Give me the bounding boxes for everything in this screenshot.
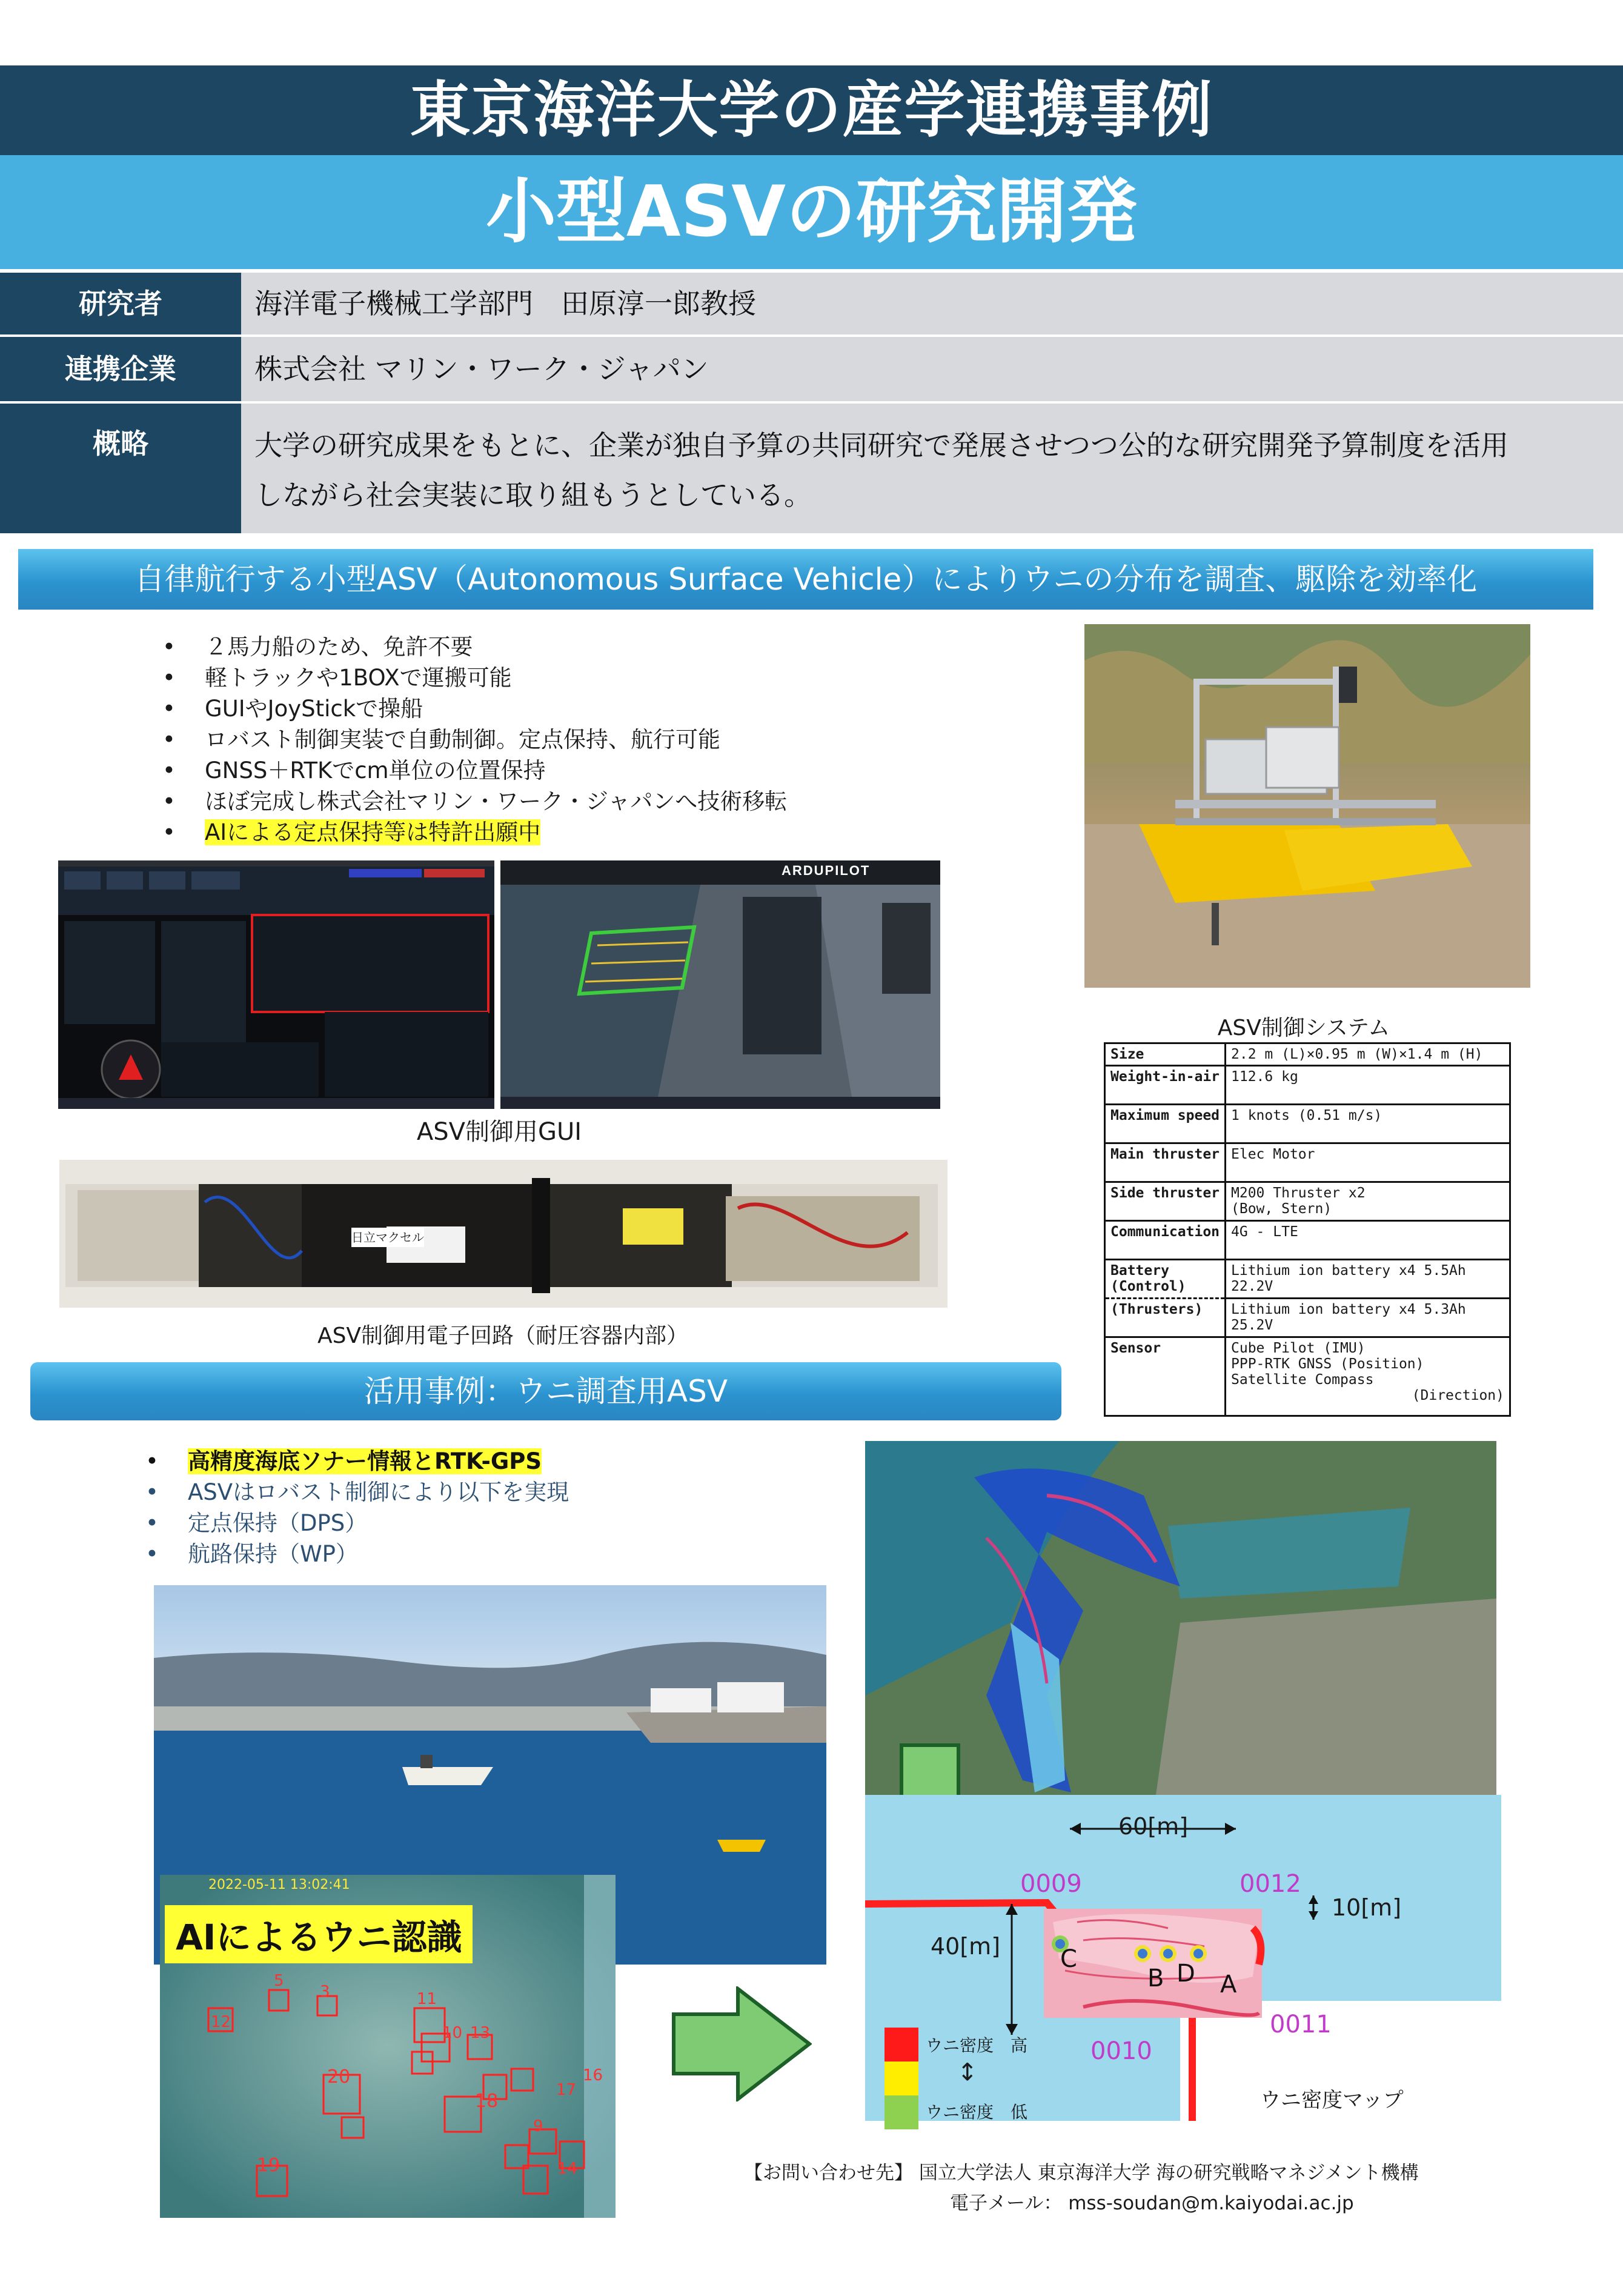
ai-timestamp: 2022-05-11 13:02:41	[208, 1877, 350, 1892]
map-width-label: 60[m]	[1118, 1813, 1189, 1840]
asv-photo	[1084, 624, 1530, 988]
section1-bullets	[162, 631, 1023, 848]
gui-screenshot-right	[500, 860, 940, 1109]
info-row-summary	[0, 404, 1623, 533]
map-dir-a: A	[1220, 1971, 1237, 1998]
list-item: • 軽トラックや1BOXで運搬可能	[162, 662, 1023, 693]
gui-brand-label: ARDUPILOT	[782, 863, 871, 878]
table-row	[1105, 1182, 1510, 1221]
spec-value: Lithium ion battery x4 5.3Ah 25.2V	[1226, 1299, 1510, 1337]
ai-label: AIによるウニ認識	[165, 1905, 473, 1963]
spec-key: Maximum speed	[1105, 1105, 1226, 1143]
list-item: • 定点保持（DPS）	[145, 1508, 812, 1539]
spec-value: Lithium ion battery x4 5.5Ah 22.2V	[1226, 1260, 1510, 1299]
gui-screenshot-left	[58, 860, 494, 1109]
legend-high-swatch	[885, 2028, 918, 2061]
list-item: • ほぼ完成し株式会社マリン・ワーク・ジャパンへ技術移転	[162, 786, 1023, 817]
list-item-highlight	[162, 817, 1023, 848]
spec-value-line: (Bow, Stern)	[1231, 1201, 1332, 1217]
table-row	[1105, 1105, 1510, 1143]
spec-table	[1104, 1042, 1511, 1417]
spec-value-line: M200 Thruster x2	[1231, 1185, 1366, 1201]
asv-illustration	[1084, 624, 1530, 988]
spec-key: Sensor	[1105, 1337, 1226, 1416]
detection-number: 20	[327, 2066, 351, 2088]
spec-key: (Thrusters)	[1105, 1299, 1226, 1337]
section2-bullets	[145, 1446, 812, 1569]
aerial-illustration	[865, 1441, 1496, 1795]
spec-value	[1226, 1182, 1510, 1221]
map-depth-label: 10[m]	[1332, 1894, 1402, 1921]
spec-value-line: PPP-RTK GNSS (Position)	[1231, 1356, 1424, 1372]
map-point-0011: 0011	[1270, 2011, 1332, 2038]
list-item: • ロバスト制御実装で自動制御。定点保持、航行可能	[162, 724, 1023, 755]
detection-number: 18	[475, 2091, 499, 2112]
right-arrow-icon	[671, 1986, 812, 2101]
circuit-illustration	[59, 1160, 948, 1308]
section2-title: 活用事例：ウニ調査用ASV	[30, 1362, 1061, 1420]
spec-value: 1 knots (0.51 m/s)	[1226, 1105, 1510, 1143]
patent-highlight: AIによる定点保持等は特許出願中	[205, 819, 541, 845]
map-dir-c: C	[1060, 1945, 1077, 1973]
researcher-label: 研究者	[0, 273, 241, 334]
legend-low-swatch	[885, 2095, 918, 2129]
spec-value: 2.2 m (L)×0.95 m (W)×1.4 m (H)	[1226, 1043, 1510, 1066]
sonar-highlight: 高精度海底ソナー情報とRTK-GPS	[188, 1448, 542, 1474]
map-dir-b: B	[1147, 1965, 1164, 1992]
detection-number: 11	[417, 1990, 437, 2008]
detection-number: 10	[442, 2024, 463, 2042]
map-point-0012: 0012	[1240, 1870, 1301, 1898]
legend-low-label: ウニ密度 低	[926, 2102, 1028, 2122]
table-row	[1105, 1043, 1510, 1066]
summary-line-1: 大学の研究成果をもとに、企業が独自予算の共同研究で発展させつつ公的な研究開発予算制度を活用	[254, 429, 1508, 462]
detection-number: 13	[470, 2024, 491, 2042]
aerial-photo	[865, 1441, 1496, 1795]
company-value: 株式会社 マリン・ワーク・ジャパン	[241, 337, 1623, 401]
table-row	[1105, 1337, 1510, 1416]
summary-line-2: しながら社会実装に取り組もうとしている。	[254, 479, 812, 511]
map-point-0009: 0009	[1020, 1870, 1082, 1898]
spec-value: Elec Motor	[1226, 1143, 1510, 1182]
legend-arrow-icon: ↕	[957, 2058, 978, 2086]
gui-left-illustration	[58, 860, 494, 1109]
spec-key: Communication	[1105, 1221, 1226, 1260]
table-row	[1105, 1299, 1510, 1337]
researcher-value: 海洋電子機械工学部門 田原淳一郎教授	[241, 273, 1623, 334]
circuit-sticker: 日立マクセル	[351, 1228, 424, 1247]
list-item: • GNSS＋RTKでcm単位の位置保持	[162, 755, 1023, 786]
map-dir-d: D	[1177, 1960, 1195, 1988]
spec-value-line: (Direction)	[1412, 1388, 1504, 1403]
list-item-highlight	[145, 1446, 812, 1477]
legend-high-label: ウニ密度 高	[926, 2035, 1028, 2055]
footer-contact: 【お問い合わせ先】 国立大学法人 東京海洋大学 海の研究戦略マネジメント機構	[744, 2162, 1419, 2184]
detection-number: 19	[257, 2155, 280, 2176]
spec-value-line: Cube Pilot (IMU)	[1231, 1340, 1366, 1356]
density-map	[865, 1795, 1501, 2121]
list-item: • ASVはロバスト制御により以下を実現	[145, 1477, 812, 1508]
map-height-label: 40[m]	[931, 1933, 1001, 1960]
gui-right-illustration	[500, 860, 940, 1109]
section1-title: 自律航行する小型ASV（Autonomous Surface Vehicle）によりウニの分布を調査、駆除を効率化	[18, 549, 1593, 610]
detection-number: 9	[533, 2117, 543, 2135]
info-row-company	[0, 337, 1623, 401]
spec-key	[1105, 1260, 1226, 1299]
info-row-researcher	[0, 273, 1623, 334]
table-row	[1105, 1143, 1510, 1182]
circuit-photo	[59, 1160, 948, 1308]
poster-subtitle: 小型ASVの研究開発	[0, 155, 1623, 269]
spec-key: Side thruster	[1105, 1182, 1226, 1221]
detection-number: 16	[583, 2066, 603, 2085]
detection-number: 12	[211, 2013, 231, 2031]
ai-detection-image	[160, 1875, 616, 2218]
map-caption: ウニ密度マップ	[1260, 2088, 1404, 2112]
spec-key-line: (Control)	[1110, 1279, 1186, 1294]
list-item: • GUIやJoyStickで操船	[162, 693, 1023, 724]
spec-title: ASV制御システム	[1217, 1016, 1390, 1040]
gui-caption: ASV制御用GUI	[416, 1118, 582, 1146]
spec-key: Weight-in-air	[1105, 1066, 1226, 1105]
detection-number: 17	[556, 2081, 577, 2099]
list-item: • 航路保持（WP）	[145, 1539, 812, 1569]
spec-key-line: Battery	[1110, 1263, 1169, 1279]
spec-value: 112.6 kg	[1226, 1066, 1510, 1105]
list-item: • ２馬力船のため、免許不要	[162, 631, 1023, 662]
summary-label: 概略	[0, 404, 241, 533]
legend-mid-swatch	[885, 2061, 918, 2095]
summary-value	[241, 404, 1623, 533]
map-point-0010: 0010	[1090, 2037, 1152, 2065]
detection-number: 5	[274, 1972, 284, 1990]
detection-number: 3	[320, 1983, 330, 2001]
table-row	[1105, 1221, 1510, 1260]
table-row	[1105, 1260, 1510, 1299]
spec-value: 4G - LTE	[1226, 1221, 1510, 1260]
spec-key: Size	[1105, 1043, 1226, 1066]
company-label: 連携企業	[0, 337, 241, 401]
footer-email: 電子メール： mss-soudan@m.kaiyodai.ac.jp	[950, 2192, 1354, 2214]
detection-number: 14	[557, 2160, 578, 2178]
spec-value-line: Satellite Compass	[1231, 1372, 1374, 1388]
spec-value	[1226, 1337, 1510, 1416]
circuit-caption: ASV制御用電子回路（耐圧容器内部）	[317, 1323, 689, 1348]
table-row	[1105, 1066, 1510, 1105]
spec-key: Main thruster	[1105, 1143, 1226, 1182]
poster-title: 東京海洋大学の産学連携事例	[0, 65, 1623, 155]
